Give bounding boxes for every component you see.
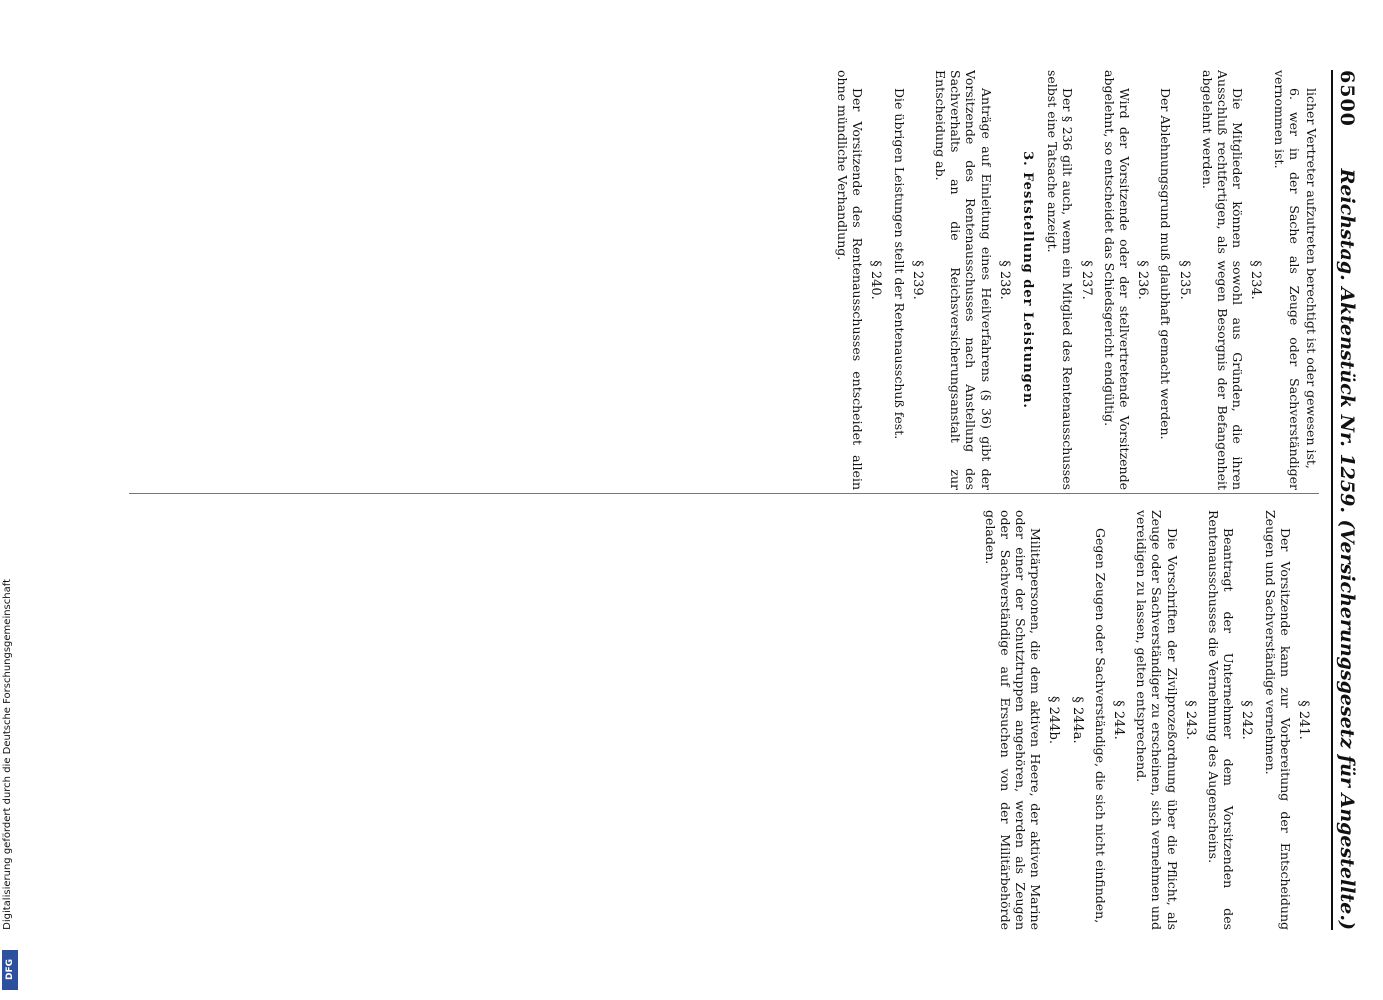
page-number: 6500 — [1336, 70, 1358, 127]
paragraph: licher Vertreter aufzutreten berechtigt ist oder gewesen ist, — [1304, 88, 1319, 469]
paragraph: Gegen Zeugen oder Sachverständige, die sich nicht einfinden, — [1092, 528, 1108, 924]
section-number: § 235. — [1176, 260, 1192, 300]
paragraph: Beantragt der Unternehmer dem Vorsitzenden des Rentenausschusses die Vernehmung des Augenscheins. — [1205, 510, 1237, 930]
column-divider — [129, 493, 1319, 494]
section-number: § 239. — [909, 260, 925, 300]
paragraph: Die Mitglieder können sowohl aus Gründen, die ihren Ausschluß rechtfertigen, als wegen Besorgnis der Befangenheit abgelehnt werden. — [1199, 70, 1246, 490]
paragraph: Die übrigen Leistungen stellt der Rentenausschuß fest. — [891, 88, 907, 440]
dfg-logo-text: DFG — [5, 959, 15, 981]
section-heading: 3. Feststellung der Leistungen. — [1019, 151, 1035, 409]
section-number: § 236. — [1135, 260, 1151, 300]
section-number: § 237. — [1078, 260, 1094, 300]
paragraph: Anträge auf Einleitung eines Heilverfahrens (§ 36) gibt der Vorsitzende des Rentenausschusses nach Anstellung des Sachverhalts an die Reichsversicherungsanstalt zur Entscheidung ab. — [932, 70, 994, 490]
paragraph: Der Vorsitzende kann zur Vorbereitung der Entscheidung Zeugen und Sachverständige vernehmen. — [1262, 510, 1293, 930]
document-page — [80, 0, 1383, 1000]
digitization-note: Digitalisierung gefördert durch die Deutsche Forschungsgemeinschaft — [2, 579, 13, 930]
section-number: § 244b. — [1046, 696, 1062, 744]
section-number: § 243. — [1182, 700, 1198, 740]
digitization-sidebar — [0, 0, 20, 1000]
section-number: § 240. — [868, 260, 884, 300]
section-number: § 234. — [1248, 260, 1264, 300]
section-number: § 244. — [1110, 700, 1126, 740]
page-header — [1331, 70, 1361, 930]
dfg-logo — [2, 950, 18, 990]
left-column — [129, 70, 1319, 490]
right-column — [129, 510, 1319, 930]
section-number: § 238. — [996, 260, 1012, 300]
paragraph: Militärpersonen, die dem aktiven Heere, der aktiven Marine oder einer der Schutztruppen angehören, werden als Zeugen oder Sachverständige auf Ersuchen von der Militärbehörde geladen. — [982, 510, 1044, 930]
paragraph: Der Ablehnungsgrund muß glaubhaft gemacht werden. — [1158, 88, 1174, 440]
paragraph: Der Vorsitzende des Rentenausschusses entscheidet allein ohne mündliche Verhandlung. — [834, 70, 866, 490]
section-number: § 242. — [1239, 700, 1255, 740]
paragraph: Wird der Vorsitzende oder der stellvertretende Vorsitzende abgelehnt, so entscheidet das Schiedsgericht endgültig. — [1101, 70, 1132, 490]
paragraph: Der § 236 gilt auch, wenn ein Mitglied des Rentenausschusses selbst eine Tatsache anzeigt. — [1045, 70, 1076, 490]
paragraph: Die Vorschriften der Zivilprozeßordnung über die Pflicht, als Zeuge oder Sachverständiger zu erscheinen, sich vernehmen und vereidigen zu lassen, gelten entsprechend. — [1134, 510, 1180, 930]
paragraph: 6. wer in der Sache als Zeuge oder Sachverständiger vernommen ist. — [1271, 70, 1302, 490]
page-title: Reichstag. Aktenstück Nr. 1259. (Versicherungsgesetz für Angestellte.) — [1336, 168, 1358, 930]
section-number: § 244a. — [1069, 696, 1085, 744]
section-number: § 241. — [1296, 700, 1311, 740]
